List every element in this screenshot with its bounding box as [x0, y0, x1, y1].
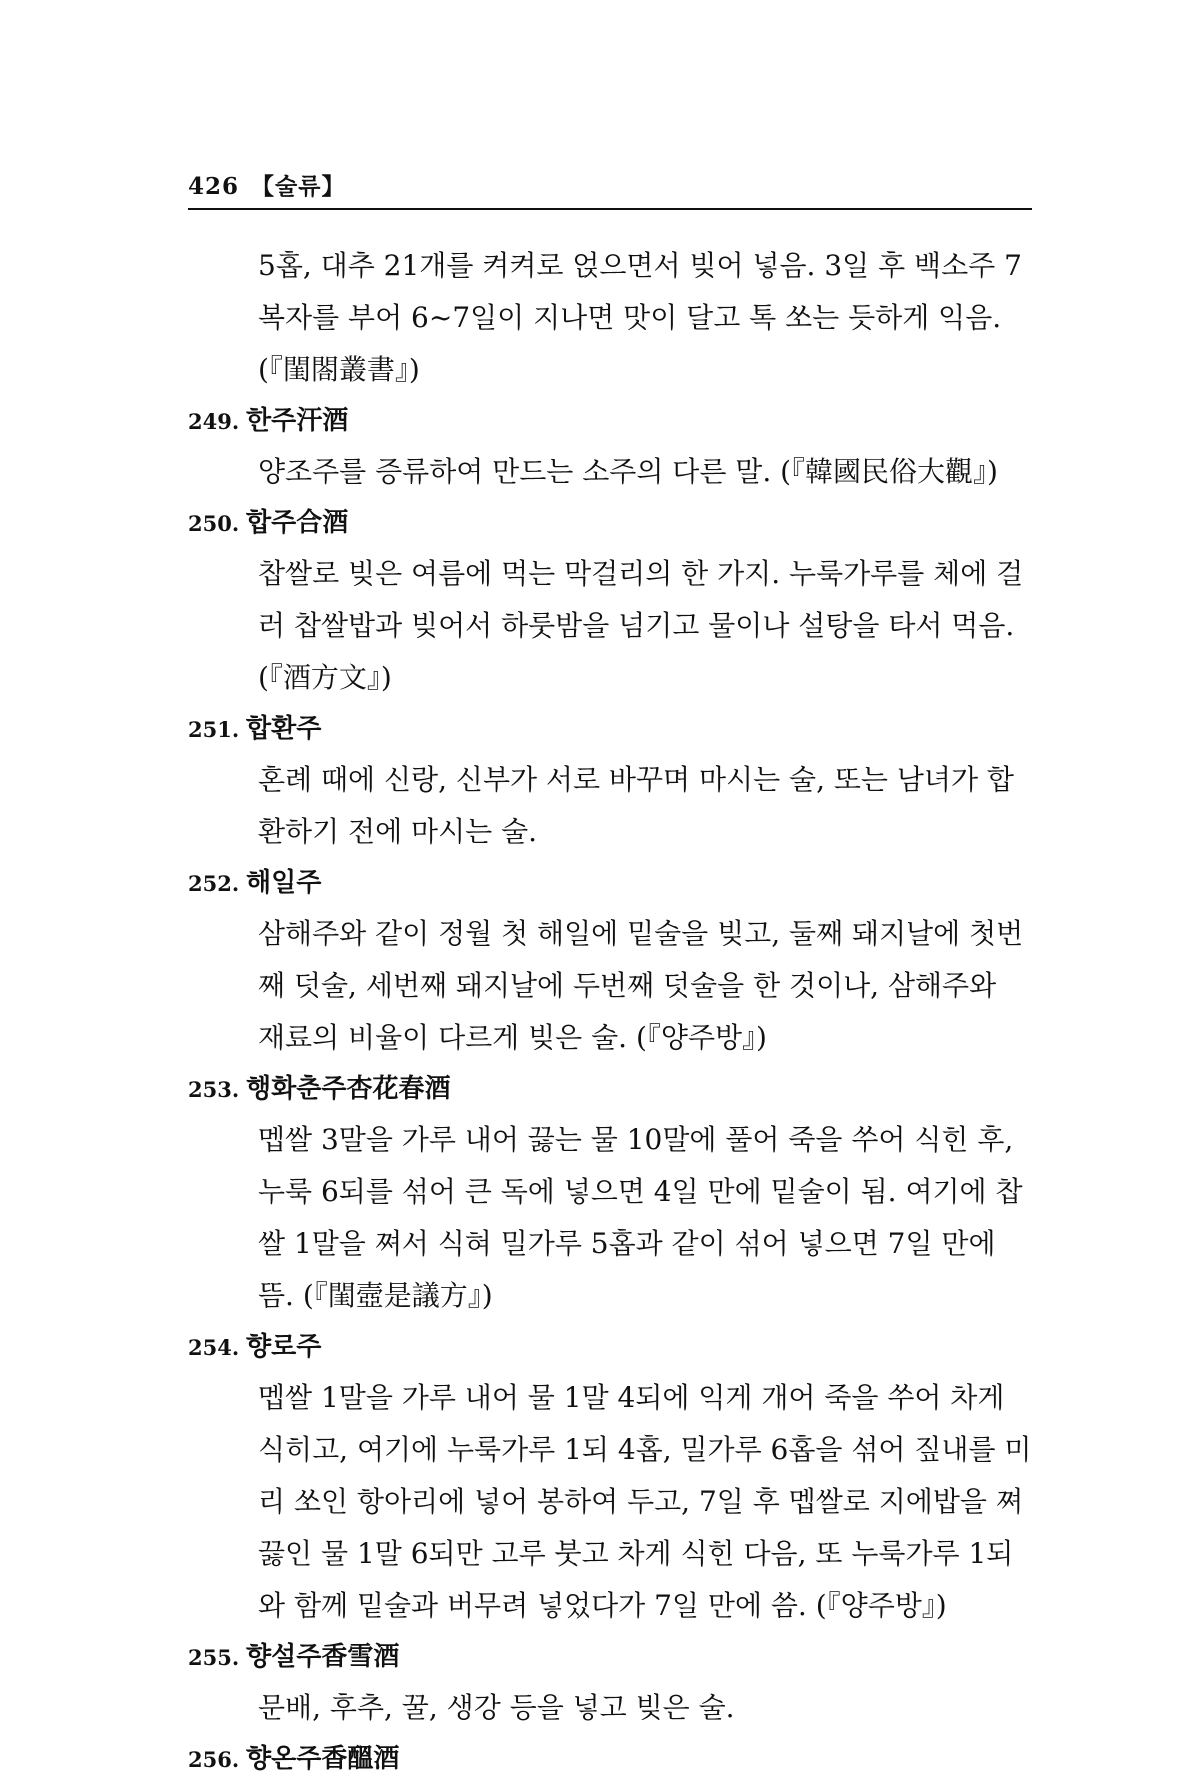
entry-number: 249.	[188, 409, 240, 434]
header-rule	[188, 208, 1032, 210]
text-line: 삼해주와 같이 정월 첫 해일에 밑술을 빚고, 둘째 돼지날에 첫번	[258, 917, 1024, 950]
entry-title	[188, 498, 1048, 548]
running-header	[188, 168, 345, 201]
entry-number: 251.	[188, 717, 240, 742]
entry-251	[188, 704, 1048, 858]
entry-number: 252.	[188, 871, 240, 896]
text-line: 째 덧술, 세번째 돼지날에 두번째 덧술을 한 것이나, 삼해주와	[258, 969, 997, 1002]
entry-heading: 향로주	[246, 1332, 322, 1362]
entry-title	[188, 1632, 1048, 1682]
entry-heading: 향온주香醞酒	[246, 1744, 400, 1774]
text-line: (『酒方文』)	[258, 661, 392, 694]
entry-number: 250.	[188, 511, 240, 536]
entry-heading: 한주汗酒	[246, 406, 349, 436]
text-line: 5홉, 대추 21개를 켜켜로 얹으면서 빚어 넣음. 3일 후 백소주 7	[258, 249, 1022, 282]
text-line: 리 쏘인 항아리에 넣어 봉하여 두고, 7일 후 멥쌀로 지에밥을 쪄	[258, 1485, 1023, 1518]
text-line: 와 함께 밑술과 버무려 넣었다가 7일 만에 씀. (『양주방』)	[258, 1589, 947, 1622]
entry-250	[188, 498, 1048, 704]
entry-249	[188, 396, 1048, 498]
entry-heading: 합환주	[246, 714, 322, 744]
page-body	[188, 240, 1048, 1784]
entry-title	[188, 1322, 1048, 1372]
entry-title	[188, 858, 1048, 908]
text-line: 누룩 6되를 섞어 큰 독에 넣으면 4일 만에 밑술이 됨. 여기에 찹	[258, 1175, 1023, 1208]
text-line: 멥쌀 3말을 가루 내어 끓는 물 10말에 풀어 죽을 쑤어 식힌 후,	[258, 1123, 1014, 1156]
entry-title	[188, 396, 1048, 446]
text-line: 양조주를 증류하여 만드는 소주의 다른 말. (『韓國民俗大觀』)	[258, 455, 998, 488]
entry-title	[188, 1064, 1048, 1114]
entry-252	[188, 858, 1048, 1064]
text-line: 복자를 부어 6~7일이 지나면 맛이 달고 톡 쏘는 듯하게 익음.	[258, 301, 1002, 334]
text-line: 멥쌀 1말을 가루 내어 물 1말 4되에 익게 개어 죽을 쑤어 차게	[258, 1381, 1005, 1414]
entry-number: 253.	[188, 1077, 240, 1102]
text-line: 문배, 후추, 꿀, 생강 등을 넣고 빚은 술.	[258, 1691, 735, 1724]
text-line: 식히고, 여기에 누룩가루 1되 4홉, 밀가루 6홉을 섞어 짚내를 미	[258, 1433, 1032, 1466]
entry-title	[188, 1734, 1048, 1784]
text-line: 재료의 비율이 다르게 빚은 술. (『양주방』)	[258, 1021, 767, 1054]
text-line: 러 찹쌀밥과 빚어서 하룻밤을 넘기고 물이나 설탕을 타서 먹음.	[258, 609, 1015, 642]
continuation-text	[188, 240, 1048, 396]
entry-title	[188, 704, 1048, 754]
text-line: 혼례 때에 신랑, 신부가 서로 바꾸며 마시는 술, 또는 남녀가 합	[258, 763, 1014, 796]
entry-heading: 합주合酒	[246, 508, 349, 538]
entry-253	[188, 1064, 1048, 1322]
text-line: 쌀 1말을 쪄서 식혀 밀가루 5홉과 같이 섞어 넣으면 7일 만에	[258, 1227, 996, 1260]
entry-number: 254.	[188, 1335, 240, 1360]
entry-254	[188, 1322, 1048, 1632]
entry-heading: 해일주	[246, 868, 322, 898]
entry-number: 256.	[188, 1747, 240, 1772]
text-line: 뜸. (『閨壼是議方』)	[258, 1279, 493, 1312]
text-line: (『閨閤叢書』)	[258, 353, 420, 386]
entry-heading: 향설주香雪酒	[246, 1642, 400, 1672]
entry-255	[188, 1632, 1048, 1734]
text-line: 끓인 물 1말 6되만 고루 붓고 차게 식힌 다음, 또 누룩가루 1되	[258, 1537, 1014, 1570]
page-number: 426	[188, 173, 240, 200]
entry-number: 255.	[188, 1645, 240, 1670]
entry-heading: 행화춘주杏花春酒	[246, 1074, 451, 1104]
text-line: 찹쌀로 빚은 여름에 먹는 막걸리의 한 가지. 누룩가루를 체에 걸	[258, 557, 1024, 590]
section-title: 【술류】	[251, 173, 346, 200]
text-line: 환하기 전에 마시는 술.	[258, 815, 538, 848]
entry-256	[188, 1734, 1048, 1784]
